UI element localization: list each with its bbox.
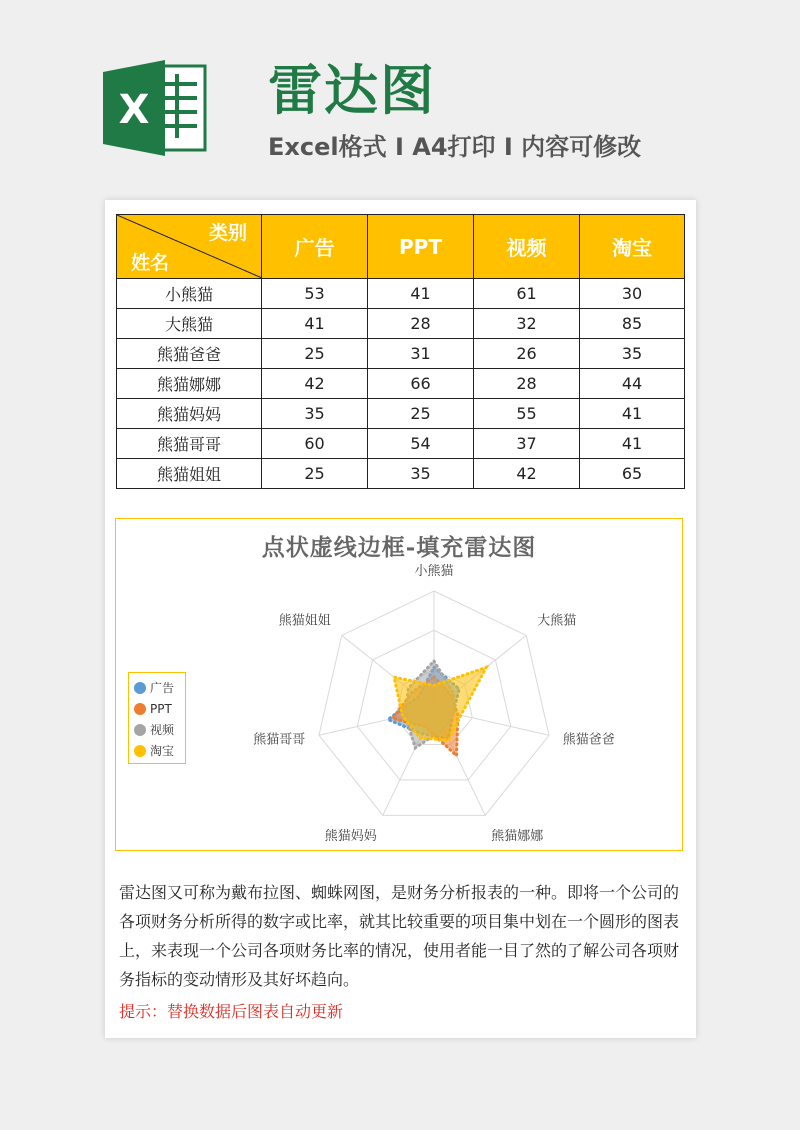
value-cell: 41 (368, 279, 474, 309)
value-cell: 37 (474, 429, 580, 459)
corner-name-label: 姓名 (131, 252, 170, 274)
table-row (117, 459, 685, 489)
table-row (117, 309, 685, 339)
legend-label: 广告 (150, 681, 175, 695)
value-cell: 25 (262, 339, 368, 369)
corner-header-cell (117, 215, 262, 279)
radar-category-label: 熊猫爸爸 (562, 732, 615, 748)
description-paragraph: 雷达图又可称为戴布拉图、蜘蛛网图，是财务分析报表的一种。即将一个公司的各项财务分析所得的数字或比率，就其比较重要的项目集中划在一个圆形的图表上，来表现一个公司各项财务比率的情况，使用者能一目了然的了解公司各项财务指标的变动情形及其好坏趋向。 (119, 883, 680, 989)
value-cell: 65 (580, 459, 685, 489)
value-cell: 60 (262, 429, 368, 459)
row-name-cell: 熊猫哥哥 (117, 429, 262, 459)
column-header: 视频 (474, 215, 580, 279)
radar-category-label: 熊猫娜娜 (491, 828, 544, 844)
value-cell: 41 (580, 399, 685, 429)
value-cell: 25 (368, 399, 474, 429)
table-row (117, 369, 685, 399)
logo-letter: X (118, 87, 150, 133)
value-cell: 35 (580, 339, 685, 369)
radar-category-label: 熊猫姐姐 (278, 613, 331, 629)
corner-category-label: 类别 (208, 222, 247, 244)
value-cell: 85 (580, 309, 685, 339)
value-cell: 41 (580, 429, 685, 459)
legend-swatch (134, 703, 146, 715)
radar-chart (116, 519, 682, 850)
table-row (117, 399, 685, 429)
table-header-row (117, 215, 685, 279)
value-cell: 55 (474, 399, 580, 429)
chart-title: 点状虚线边框-填充雷达图 (261, 534, 537, 561)
row-name-cell: 小熊猫 (117, 279, 262, 309)
table-row (117, 279, 685, 309)
column-header: PPT (368, 215, 474, 279)
value-cell: 32 (474, 309, 580, 339)
value-cell: 42 (474, 459, 580, 489)
row-name-cell: 熊猫妈妈 (117, 399, 262, 429)
legend-swatch (134, 724, 146, 736)
value-cell: 66 (368, 369, 474, 399)
legend-item (129, 740, 185, 761)
value-cell: 42 (262, 369, 368, 399)
row-name-cell: 熊猫姐姐 (117, 459, 262, 489)
page-title: 雷达图 (268, 59, 436, 122)
legend-label: 视频 (150, 723, 175, 737)
value-cell: 35 (262, 399, 368, 429)
legend-swatch (134, 682, 146, 694)
value-cell: 61 (474, 279, 580, 309)
radar-category-label: 熊猫妈妈 (324, 828, 377, 844)
chart-legend (128, 672, 186, 764)
column-header: 广告 (262, 215, 368, 279)
radar-chart-panel (115, 518, 683, 851)
legend-item (129, 677, 185, 698)
radar-category-label: 大熊猫 (537, 613, 577, 629)
value-cell: 41 (262, 309, 368, 339)
excel-icon (103, 60, 209, 156)
value-cell: 26 (474, 339, 580, 369)
row-name-cell: 熊猫娜娜 (117, 369, 262, 399)
table-row (117, 429, 685, 459)
value-cell: 25 (262, 459, 368, 489)
row-name-cell: 熊猫爸爸 (117, 339, 262, 369)
legend-item (129, 719, 185, 740)
page-header (0, 0, 800, 190)
data-table (116, 214, 685, 489)
row-name-cell: 大熊猫 (117, 309, 262, 339)
legend-label: PPT (150, 701, 172, 716)
value-cell: 53 (262, 279, 368, 309)
legend-label: 淘宝 (150, 744, 175, 758)
value-cell: 28 (368, 309, 474, 339)
legend-item (129, 698, 185, 719)
radar-category-label: 熊猫哥哥 (253, 732, 306, 748)
value-cell: 44 (580, 369, 685, 399)
value-cell: 28 (474, 369, 580, 399)
radar-category-label: 小熊猫 (414, 564, 454, 579)
page-subtitle: Excel格式 Ⅰ A4打印 Ⅰ 内容可修改 (268, 133, 642, 161)
value-cell: 54 (368, 429, 474, 459)
value-cell: 30 (580, 279, 685, 309)
legend-swatch (134, 745, 146, 757)
tip-text: 提示：替换数据后图表自动更新 (119, 1002, 344, 1021)
table-row (117, 339, 685, 369)
value-cell: 35 (368, 459, 474, 489)
column-header: 淘宝 (580, 215, 685, 279)
value-cell: 31 (368, 339, 474, 369)
document-sheet (105, 200, 696, 1038)
